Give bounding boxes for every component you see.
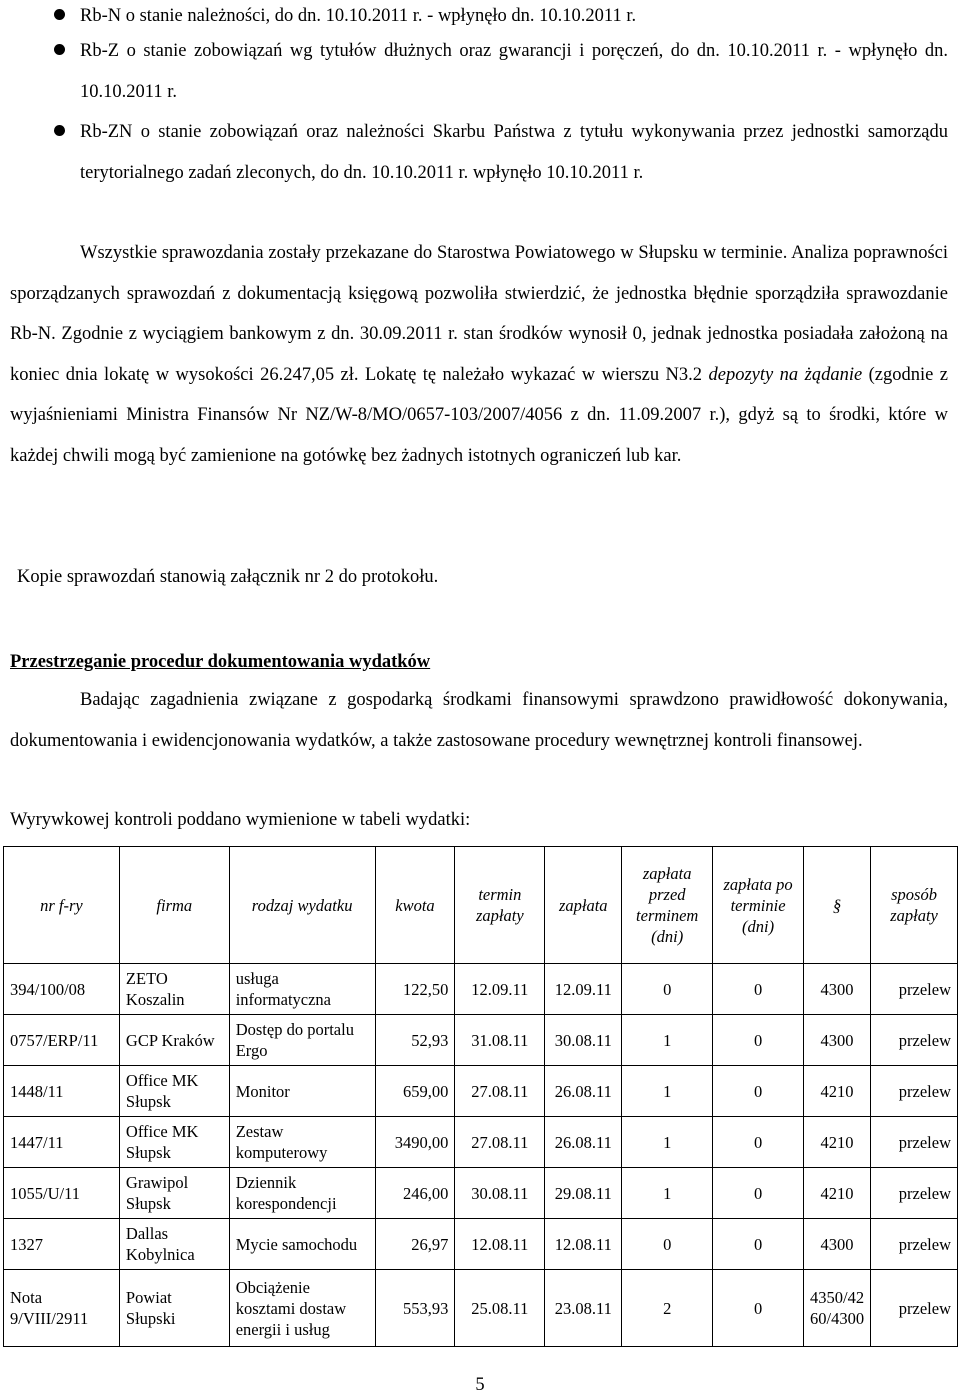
table-row [4,1168,958,1219]
payment-date-cell: 12.09.11 [545,964,622,1015]
due-date-cell: 31.08.11 [455,1015,545,1066]
payment-date-cell: 23.08.11 [545,1270,622,1347]
report-text-italic: depozyty na żądanie [708,364,863,385]
table-row [4,1117,958,1168]
invoice-number-cell: 0757/ERP/11 [4,1015,120,1066]
amount-cell: 659,00 [375,1066,455,1117]
bullet-dot-icon [54,9,65,20]
days-early-cell: 0 [622,964,713,1015]
payment-method-cell: przelew [871,1066,958,1117]
payment-date-cell: 26.08.11 [545,1066,622,1117]
days-late-cell: 0 [713,1066,804,1117]
header-cell: termin zapłaty [455,847,545,964]
header-cell: zapłata przed terminem (dni) [622,847,713,964]
amount-cell: 553,93 [375,1270,455,1347]
company-cell: ZETO Koszalin [119,964,229,1015]
expense-type-cell: Dostęp do portalu Ergo [229,1015,375,1066]
company-cell: Office MK Słupsk [119,1117,229,1168]
invoice-number-cell: 1448/11 [4,1066,120,1117]
payment-method-cell: przelew [871,1219,958,1270]
page-number: 5 [475,1375,485,1395]
paragraph-cell: 4300 [803,1219,870,1270]
expense-type-cell: Dziennik korespondencji [229,1168,375,1219]
days-late-cell: 0 [713,964,804,1015]
table-intro: Wyrywkowej kontroli poddano wymienione w tabeli wydatki: [10,810,471,830]
company-cell: GCP Kraków [119,1015,229,1066]
days-early-cell: 1 [622,1117,713,1168]
payment-date-cell: 29.08.11 [545,1168,622,1219]
report-paragraph [10,233,948,476]
table-header-row [4,847,958,964]
table-row [4,964,958,1015]
bullet-item [80,112,948,193]
company-cell: Dallas Kobylnica [119,1219,229,1270]
invoice-number-cell: Nota 9/VIII/2911 [4,1270,120,1347]
payment-method-cell: przelew [871,1168,958,1219]
payment-date-cell: 30.08.11 [545,1015,622,1066]
days-late-cell: 0 [713,1015,804,1066]
report-text-part2: (zgodnie z wyjaśnieniami Ministra Finansów Nr NZ/W-8/MO/0657-103/2007/4056 z dn. 11.09.2007 r.), gdyż są to środki, które w każdej chwili mogą być zamienione na gotówkę bez żadnych istotnych ograniczeń lub kar. [10,364,949,466]
bullet-dot-icon [54,125,65,136]
due-date-cell: 27.08.11 [455,1066,545,1117]
paragraph-cell: 4210 [803,1066,870,1117]
invoice-number-cell: 1447/11 [4,1117,120,1168]
payment-method-cell: przelew [871,1270,958,1347]
payment-method-cell: przelew [871,964,958,1015]
days-late-cell: 0 [713,1219,804,1270]
amount-cell: 52,93 [375,1015,455,1066]
due-date-cell: 30.08.11 [455,1168,545,1219]
days-early-cell: 2 [622,1270,713,1347]
amount-cell: 122,50 [375,964,455,1015]
days-late-cell: 0 [713,1270,804,1347]
days-late-cell: 0 [713,1117,804,1168]
payment-date-cell: 12.08.11 [545,1219,622,1270]
table-row [4,1066,958,1117]
days-late-cell: 0 [713,1168,804,1219]
amount-cell: 3490,00 [375,1117,455,1168]
company-cell: Powiat Słupski [119,1270,229,1347]
header-cell: kwota [375,847,455,964]
paragraph-cell: 4350/42 60/4300 [803,1270,870,1347]
payment-method-cell: przelew [871,1117,958,1168]
bullet-dot-icon [54,44,65,55]
bullet-text: Rb-Z o stanie zobowiązań wg tytułów dłużnych oraz gwarancji i poręczeń, do dn. 10.10.2011 r. - wpłynęło dn. 10.10.2011 r. [80,41,948,102]
header-cell: zapłata po terminie (dni) [713,847,804,964]
invoice-number-cell: 1055/U/11 [4,1168,120,1219]
report-text-part1: Wszystkie sprawozdania zostały przekazane do Starostwa Powiatowego w Słupsku w terminie. Analiza poprawności sporządzanych sprawozdań z dokumentacją księgową pozwoliła stwierdzić, że jednostka błędnie sporządziła sprawozdanie Rb-N. Zgodnie z wyciągiem bankowym z dn. 30.09.2011 r. stan środków wynosił 0, jednak jednostka posiadała założoną na koniec dnia lokatę w wysokości 26.247,05 zł. Lokatę tę należało wykazać w wierszu N3.2 [10,243,948,385]
invoice-number-cell: 1327 [4,1219,120,1270]
section-title: Przestrzeganie procedur dokumentowania wydatków [10,652,431,672]
expense-type-cell: Obciążenie kosztami dostaw energii i usług [229,1270,375,1347]
payment-date-cell: 26.08.11 [545,1117,622,1168]
header-cell: firma [119,847,229,964]
company-cell: Grawipol Słupsk [119,1168,229,1219]
expenses-table [3,846,958,1347]
bullet-item [80,31,948,112]
due-date-cell: 12.09.11 [455,964,545,1015]
paragraph-cell: 4210 [803,1168,870,1219]
amount-cell: 246,00 [375,1168,455,1219]
paragraph-cell: 4300 [803,1015,870,1066]
days-early-cell: 0 [622,1219,713,1270]
due-date-cell: 27.08.11 [455,1117,545,1168]
expense-type-cell: Zestaw komputerowy [229,1117,375,1168]
expense-type-cell: Mycie samochodu [229,1219,375,1270]
procedures-paragraph: Badając zagadnienia związane z gospodarką środkami finansowymi sprawdzono prawidłowość dokonywania, dokumentowania i ewidencjonowania wydatków, a także zastosowane procedury wewnętrznej kontroli finansowej. [10,690,948,751]
expense-type-cell: Monitor [229,1066,375,1117]
bullet-text: Rb-ZN o stanie zobowiązań oraz należności Skarbu Państwa z tytułu wykonywania przez jednostki samorządu terytorialnego zadań zleconych, do dn. 10.10.2011 r. wpłynęło 10.10.2011 r. [80,122,948,183]
invoice-number-cell: 394/100/08 [4,964,120,1015]
due-date-cell: 12.08.11 [455,1219,545,1270]
header-cell: nr f-ry [4,847,120,964]
paragraph-cell: 4210 [803,1117,870,1168]
header-cell: rodzaj wydatku [229,847,375,964]
copies-paragraph: Kopie sprawozdań stanowią załącznik nr 2 do protokołu. [17,567,439,587]
bullet-text: Rb-N o stanie należności, do dn. 10.10.2011 r. - wpłynęło dn. 10.10.2011 r. [80,6,637,26]
header-cell: sposób zapłaty [871,847,958,964]
payment-method-cell: przelew [871,1015,958,1066]
days-early-cell: 1 [622,1066,713,1117]
header-cell: § [803,847,870,964]
due-date-cell: 25.08.11 [455,1270,545,1347]
days-early-cell: 1 [622,1015,713,1066]
header-cell: zapłata [545,847,622,964]
company-cell: Office MK Słupsk [119,1066,229,1117]
table-row [4,1015,958,1066]
table-row [4,1270,958,1347]
expense-type-cell: usługa informatyczna [229,964,375,1015]
paragraph-cell: 4300 [803,964,870,1015]
amount-cell: 26,97 [375,1219,455,1270]
days-early-cell: 1 [622,1168,713,1219]
table-row [4,1219,958,1270]
